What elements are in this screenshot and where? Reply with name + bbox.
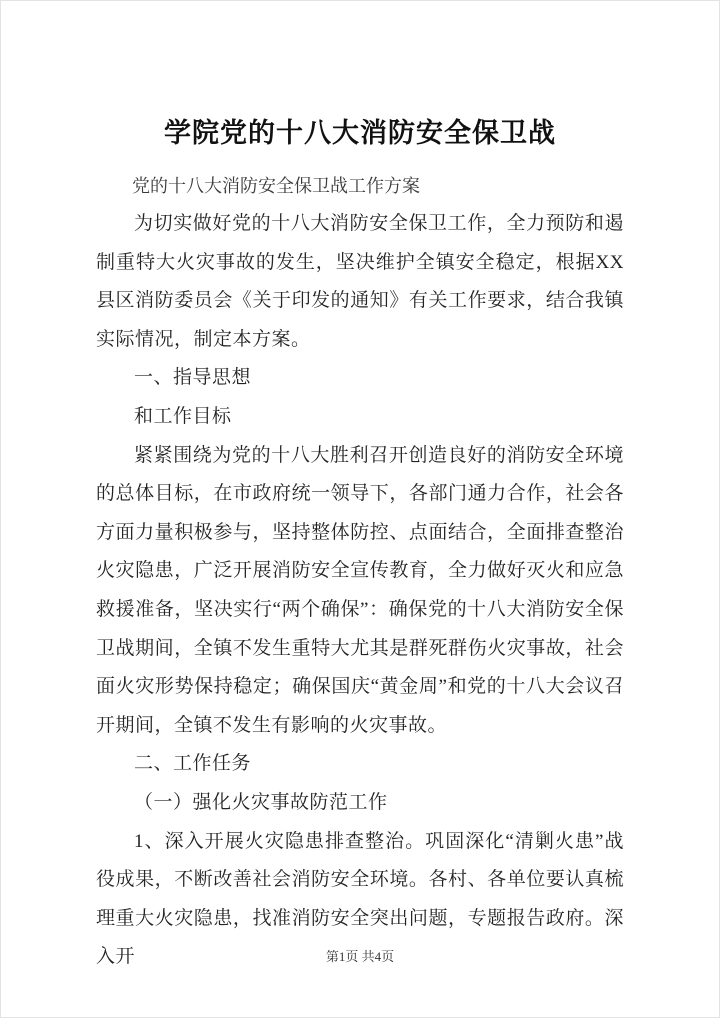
page-number-label: 第1页 共4页 — [325, 949, 395, 964]
document-subtitle: 党的十八大消防安全保卫战工作方案 — [132, 176, 420, 196]
paragraph-guiding-principles: 紧紧围绕为党的十八大胜利召开创造良好的消防安全环境的总体目标，在市政府统一领导下，各部门通力合作，社会各方面力量积极参与，坚持整体防控、点面结合，全面排查整治火灾隐患，广泛开展消防安全宣传教育，全力做好灭火和应急救援准备，坚决实行“两个确保”：确保党的十八大消防安全保卫战期间，全镇不发生重特大尤其是群死群伤火灾事故，社会面火灾形势保持稳定；确保国庆“黄金周”和党的十八大会议召开期间，全镇不发生有影响的火灾事故。 — [96, 444, 624, 736]
heading-section-one: 一、指导思想 — [134, 367, 252, 389]
document-title: 学院党的十八大消防安全保卫战 — [164, 118, 556, 148]
heading-section-two: 二、工作任务 — [134, 753, 252, 775]
paragraph-task-one: 1、深入开展火灾隐患排查整治。巩固深化“清剿火患”战役成果，不断改善社会消防安全环境。各村、各单位要认真梳理重大火灾隐患，找准消防安全突出问题，专题报告政府。深入开 — [96, 830, 624, 968]
paragraph-intro: 为切实做好党的十八大消防安全保卫工作，全力预防和遏制重特大火灾事故的发生，坚决维护全镇安全稳定，根据XX县区消防委员会《关于印发的通知》有关工作要求，结合我镇实际情况，制定本方案。 — [96, 213, 624, 350]
heading-section-one-continued: 和工作目标 — [134, 405, 232, 427]
heading-subsection-one: （一）强化火灾事故防范工作 — [134, 791, 388, 813]
page-footer — [1, 946, 719, 965]
